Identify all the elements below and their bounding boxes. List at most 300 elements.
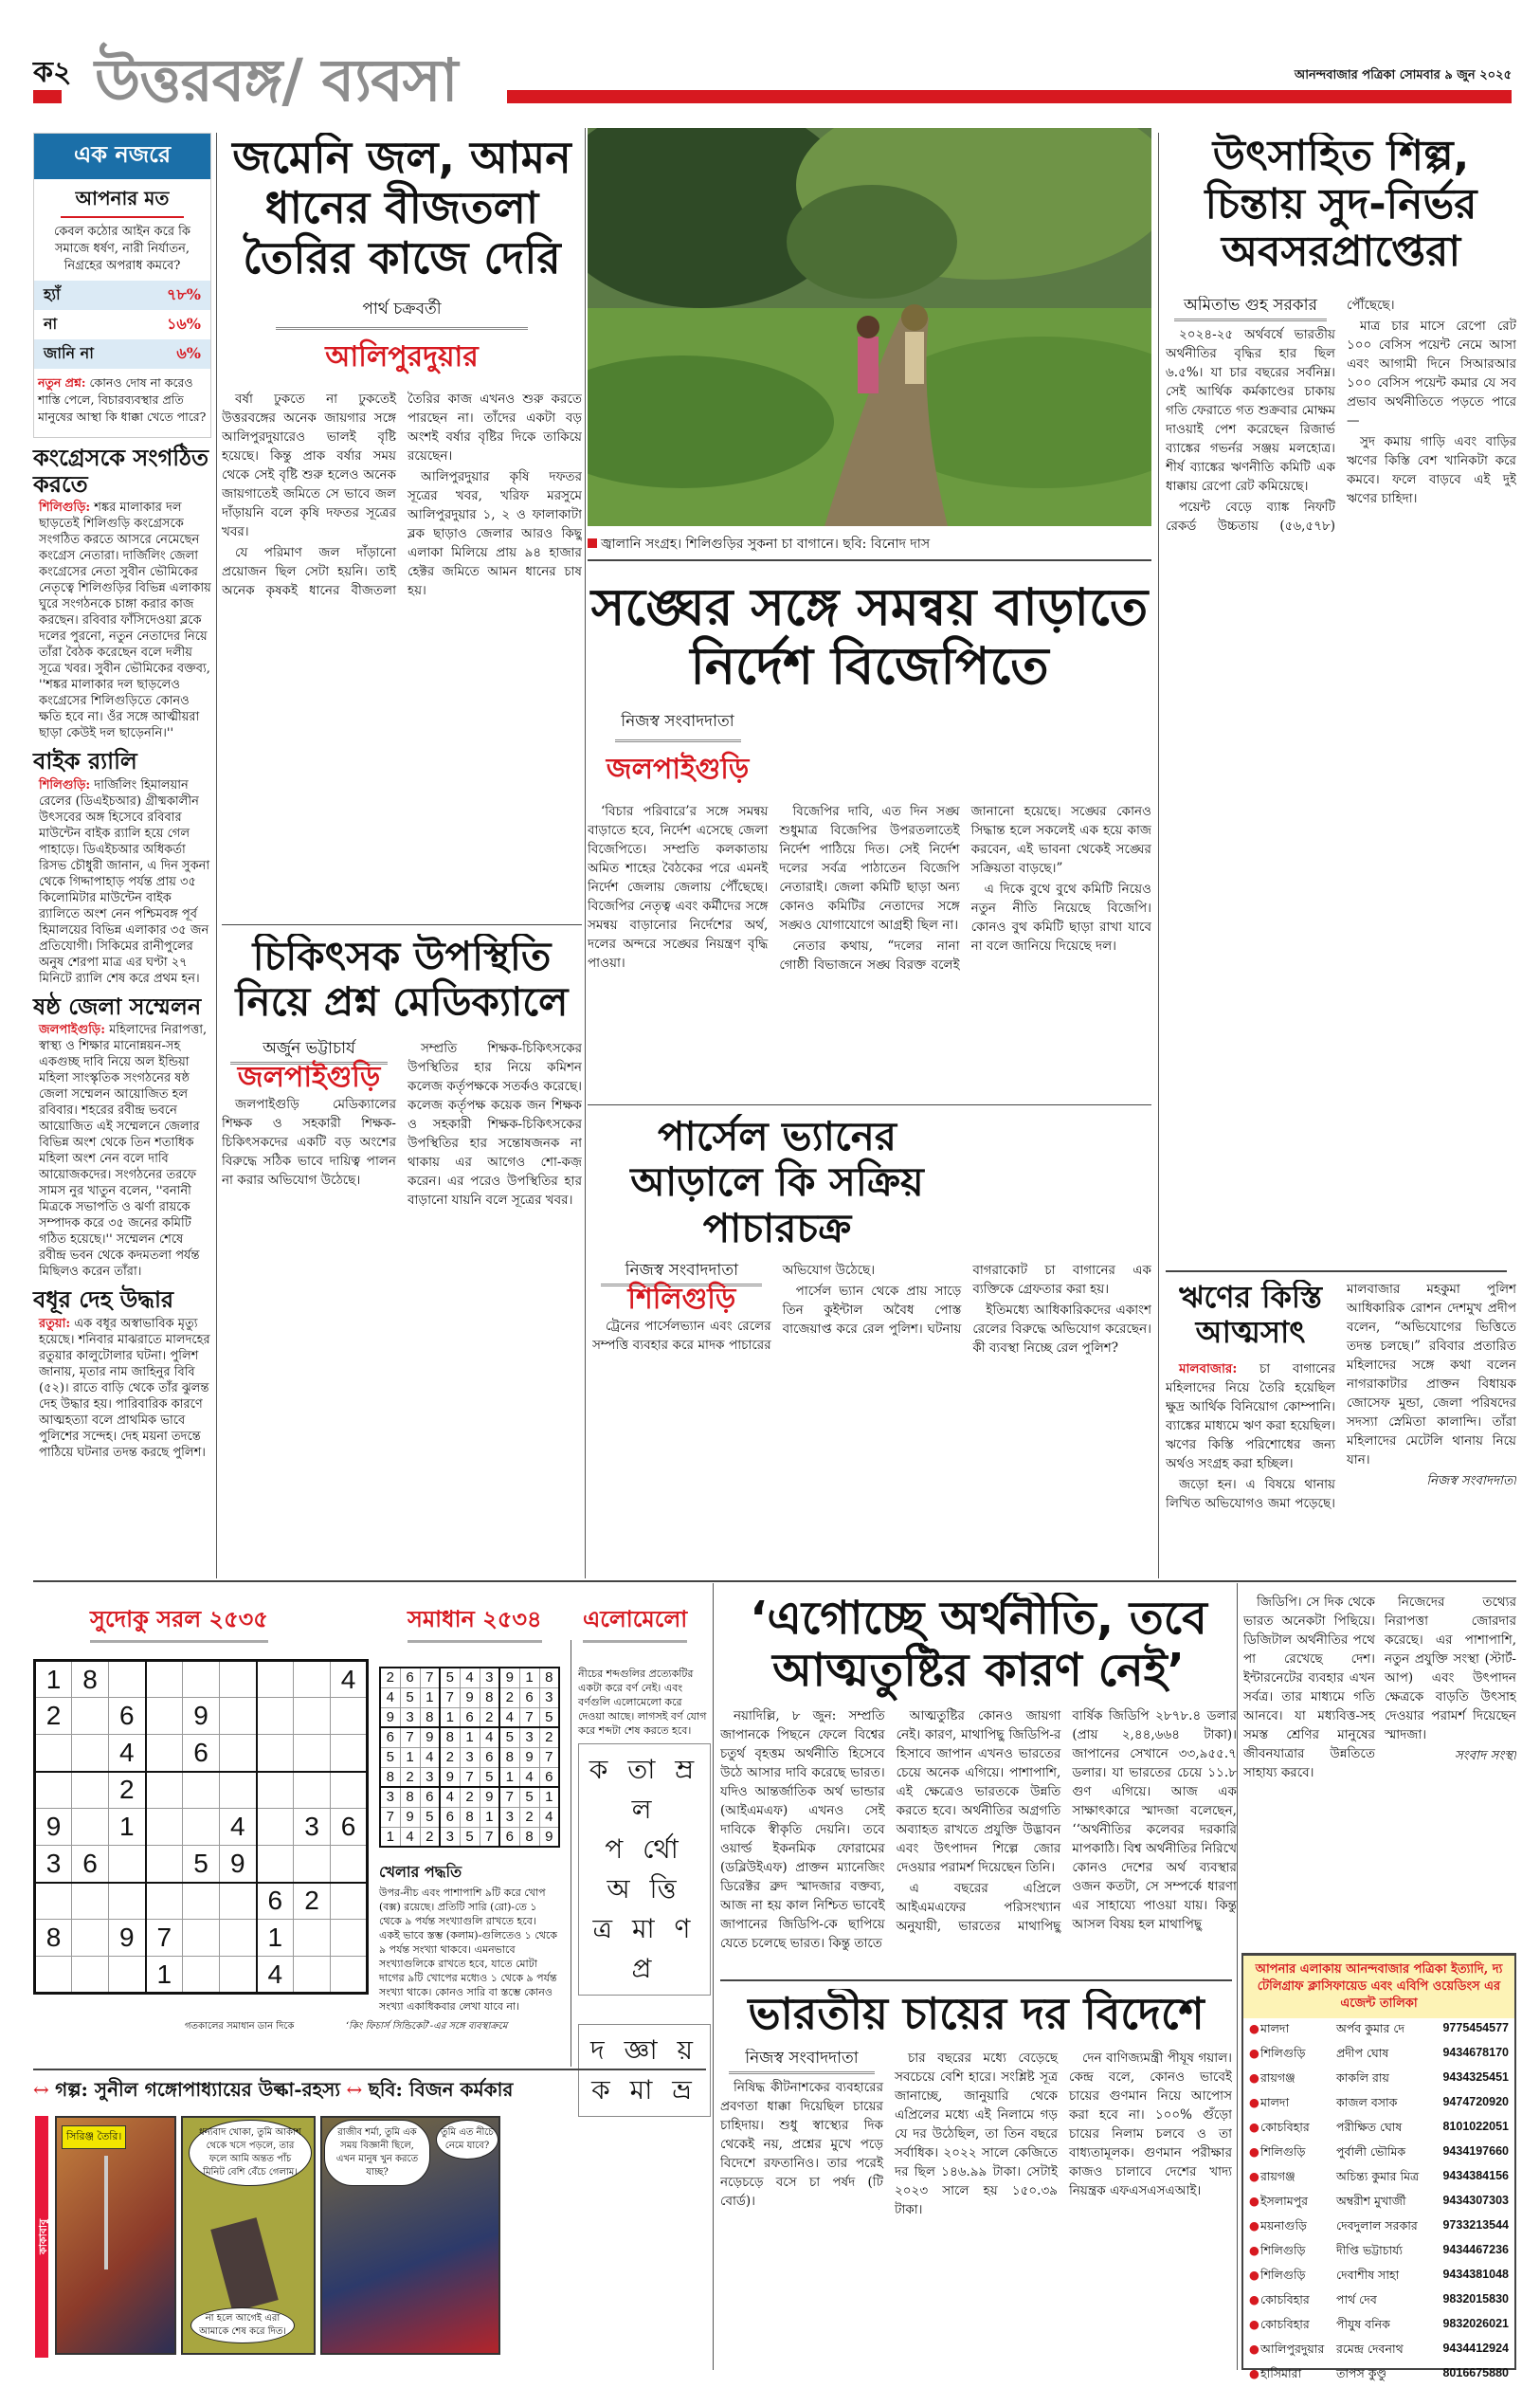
article-body bbox=[720, 2049, 1232, 2352]
agent-row bbox=[1243, 2166, 1514, 2191]
grid-cell: 4 bbox=[380, 1687, 400, 1707]
agent-name: কাজল বসাক bbox=[1336, 2095, 1398, 2109]
grid-row bbox=[380, 1807, 559, 1827]
headline: ঋণের কিস্তি আত্মসাৎ bbox=[1178, 1280, 1323, 1350]
grid-cell[interactable]: 3 bbox=[294, 1809, 331, 1846]
grid-cell[interactable] bbox=[183, 1920, 220, 1957]
comic-story: গল্প: সুনীল গঙ্গোপাধ্যায়ের উল্কা-রহস্য bbox=[55, 2078, 341, 2101]
brief-location: রতুয়া: bbox=[39, 1316, 71, 1331]
grid-row bbox=[35, 1920, 368, 1957]
agent-phone: 9434467236 bbox=[1442, 2243, 1509, 2256]
grid-cell: 9 bbox=[539, 1827, 559, 1847]
glance-title: এক নজরে bbox=[34, 134, 210, 179]
bullet-icon: ● bbox=[1249, 2070, 1259, 2085]
grid-cell[interactable]: 6 bbox=[109, 1698, 146, 1735]
grid-cell[interactable] bbox=[331, 1735, 368, 1772]
grid-cell[interactable]: 3 bbox=[35, 1846, 72, 1883]
grid-cell: 8 bbox=[400, 1787, 420, 1807]
grid-cell[interactable] bbox=[331, 1920, 368, 1957]
paragraph: ‘বিচার পরিবারে’র সঙ্গে সমন্বয় বাড়াতে হবে, নির্দেশ এসেছে জেলা বিজেপিতে। সম্প্রতি কলকাতায় অমিত শাহের বৈঠকের পরে এমনই নির্দেশ জেলায় জেলায় পৌঁছেছে। বিজেপির নেতৃত্ব এবং কর্মীদের সঙ্গে সমন্বয় বাড়ানোর নির্দেশের অর্থ, দলের অন্দরে সঙ্ঘের নিয়ন্ত্রণ বৃদ্ধি পাওয়া। bbox=[588, 804, 769, 972]
grid-cell: 2 bbox=[420, 1827, 440, 1847]
option-label: জানি না bbox=[44, 344, 94, 362]
syndicate-credit: ‘কিং ফিচার্স সিন্ডিকেট’-এর সঙ্গে ব্যবস্থাক্রমে bbox=[346, 2021, 508, 2032]
agent-phone: 9434197660 bbox=[1442, 2144, 1509, 2158]
grid-cell: 1 bbox=[480, 1807, 499, 1827]
paragraph: আত্মতুষ্টির কোনও জায়গা নেই। কারণ, মাথাপিছু জিডিপি-র হিসাবে জাপান এখনও ভারতের চেয়ে অনেক এগিয়ে। পাশাপাশি, এই ক্ষেত্রেও ভারতকে উন্নতি করতে হবে। অর্থনীতির অগ্রগতি অব্যাহত রাখতে প্রযুক্তি উদ্ভাবন এবং উৎপাদন শিল্পে জোর দেওয়ার পরামর্শ দিয়েছেন তিনি। bbox=[896, 1708, 1061, 1876]
bullet-icon: ● bbox=[1249, 2317, 1259, 2331]
article-body bbox=[592, 1261, 1151, 1569]
paragraph: চা বাগানের মহিলাদের নিয়ে তৈরি হয়েছিল ক্ষুদ্র আর্থিক বিনিয়োগ কোম্পানি। ব্যাঙ্কের মাধ্যমে ঋণ করা হয়েছিল। ঋণের কিস্তি পরিশোধের জন্য অর্থও সংগ্রহ করা হচ্ছিল। bbox=[1166, 1360, 1336, 1471]
brief-location: শিলিগুড়ি: bbox=[39, 501, 91, 516]
agent-row bbox=[1243, 2092, 1514, 2117]
agent-name: দেবদুলাল সরকার bbox=[1336, 2218, 1418, 2233]
agent-phone: 9474720920 bbox=[1442, 2095, 1509, 2108]
page-number: ক২ bbox=[33, 56, 72, 89]
option-label: হ্যাঁ bbox=[44, 285, 61, 303]
photo-caption bbox=[588, 533, 930, 556]
grid-row bbox=[380, 1787, 559, 1807]
grid-cell[interactable]: 4 bbox=[109, 1735, 146, 1772]
grid-row bbox=[380, 1668, 559, 1687]
grid-cell[interactable] bbox=[146, 1772, 183, 1809]
brief-text: এক বধূর অস্বাভাবিক মৃত্যু হয়েছে। শনিবার মাঝরাতে মালদহের রতুয়ার কালুটোলার ঘটনা। পুলিশ জানায়, মৃতার নাম জাহিনুর বিবি (৫২)। রাতে বাড়ি থেকে তাঁর ঝুলন্ত দেহ উদ্ধার হয়। পারিবারিক কারণে আত্মহত্যা বলে প্রাথমিক ভাবে পুলিশের সন্দেহ। দেহ ময়না তদন্তে পাঠিয়ে ঘটনার তদন্ত করছে পুলিশ। bbox=[39, 1316, 210, 1460]
grid-cell: 5 bbox=[400, 1687, 420, 1707]
grid-cell: 7 bbox=[380, 1807, 400, 1827]
grid-cell[interactable] bbox=[257, 1735, 294, 1772]
paragraph: সুদ কমায় গাড়ি এবং বাড়ির ঋণের কিস্তি বেশ খানিকটা করে কমবে। ফলে বাড়বে এই দুই ঋণের চাহিদা। bbox=[1347, 433, 1516, 506]
grid-cell: 3 bbox=[380, 1787, 400, 1807]
paragraph: নিজেদের তথ্যের নিরাপত্তা জোরদার করেছে। এর পাশাপাশি, নতুন প্রযুক্তি সংস্থা (স্টার্ট-আপ) এবং উৎপাদন ক্ষেত্রকে বাড়তি উৎসাহ দেওয়ার পরামর্শ দিয়েছেন স্মাদজা। bbox=[1385, 1595, 1516, 1742]
byline: নিজস্ব সংবাদদাতা bbox=[729, 2049, 876, 2074]
grid-cell: 2 bbox=[539, 1727, 559, 1747]
comic-panel-2 bbox=[181, 2116, 316, 2355]
grid-cell[interactable] bbox=[72, 1920, 109, 1957]
grid-cell[interactable] bbox=[146, 1698, 183, 1735]
grid-cell: 3 bbox=[400, 1707, 420, 1727]
grid-cell[interactable]: 9 bbox=[183, 1698, 220, 1735]
paragraph: মাত্র চার মাসে রেপো রেট ১০০ বেসিস পয়েন্ট নেমে আসা এবং আগামী দিনে সিআরআর ১০০ বেসিস পয়েন্ট কমার যে সব প্রভাব অর্থনীতিতে পড়তে পারে— bbox=[1347, 318, 1516, 428]
article-loan bbox=[1166, 1280, 1516, 1574]
agent-row bbox=[1243, 2191, 1514, 2215]
agent-list bbox=[1243, 2018, 1514, 2388]
grid-cell[interactable] bbox=[183, 1661, 220, 1698]
grid-cell[interactable]: 6 bbox=[183, 1735, 220, 1772]
grid-cell[interactable]: 9 bbox=[109, 1920, 146, 1957]
grid-cell[interactable] bbox=[220, 1957, 257, 1994]
grid-cell[interactable] bbox=[146, 1661, 183, 1698]
paragraph: যে পরিমাণ জল দাঁড়ানো প্রয়োজন ছিল সেটা হয়নি। তাই অনেক কৃষকই ধানের বীজতলা তৈরির কাজ এখনও শুরু করতে পারছেন না। তাঁদের একটা বড় অংশই বর্ষার বৃষ্টির দিকে তাকিয়ে রয়েছেন। bbox=[222, 391, 582, 598]
paragraph: ইতিমধ্যে আধিকারিকদের একাংশ রেলের বিরুদ্ধে অভিযোগ করেছেন। কী ব্যবস্থা নিচ্ছে রেল পুলিশ? bbox=[972, 1302, 1151, 1356]
grid-cell: 6 bbox=[400, 1668, 420, 1687]
agent-area: শিলিগুড়ি bbox=[1260, 2243, 1306, 2257]
headline: ‘এগোচ্ছে অর্থনীতি, তবে আত্মতুষ্টির কারণ নেই’ bbox=[750, 1593, 1207, 1698]
agent-row bbox=[1243, 2142, 1514, 2166]
option-label: না bbox=[44, 315, 58, 333]
agent-area: শিলিগুড়ি bbox=[1260, 2144, 1306, 2159]
grid-cell[interactable]: 1 bbox=[146, 1957, 183, 1994]
grid-cell: 6 bbox=[539, 1767, 559, 1787]
grid-cell[interactable] bbox=[183, 1883, 220, 1920]
agent-area: ইসলামপুর bbox=[1260, 2194, 1309, 2208]
agent-area: মালদা bbox=[1260, 2021, 1290, 2035]
paragraph: চার বছরের মধ্যে বেড়েছে সবচেয়ে বেশি হারে। সংশ্লিষ্ট সূত্র জানাচ্ছে, জানুয়ারি থেকে এপ্রিলের মধ্যে এই নিলামে গড় যে দর উঠেছিল, তা তিন বছরে সর্বাধিক। ২০২২ সালে কেজিতে দর ছিল ১৪৬.৯৯ টাকা। সেটাই ২০২৩ সালে হয় ১৫০.৩৯ টাকা। bbox=[895, 2050, 1058, 2217]
paragraph: জলপাইগুড়ি মেডিক্যালের শিক্ষক ও সহকারী শিক্ষক-চিকিৎসকদের একটি বড় অংশের বিরুদ্ধে সঠিক ভাবে দায়িত্ব পালন না করার অভিযোগ উঠেছে। bbox=[222, 1096, 396, 1188]
grid-cell[interactable]: 2 bbox=[109, 1772, 146, 1809]
grid-cell[interactable]: 8 bbox=[35, 1920, 72, 1957]
grid-cell: 9 bbox=[499, 1668, 519, 1687]
grid-cell[interactable]: 2 bbox=[294, 1883, 331, 1920]
grid-cell[interactable]: 1 bbox=[109, 1809, 146, 1846]
grid-cell: 4 bbox=[400, 1827, 420, 1847]
brief-headline: বধূর দেহ উদ্ধার bbox=[33, 1286, 174, 1314]
agent-name: কাকলি রায় bbox=[1336, 2070, 1389, 2085]
bullet-icon: ● bbox=[1249, 2243, 1259, 2257]
credit: নিজস্ব সংবাদদাতা bbox=[1426, 1473, 1516, 1488]
grid-row bbox=[35, 1957, 368, 1994]
grid-cell: 9 bbox=[460, 1687, 480, 1707]
grid-cell[interactable] bbox=[109, 1661, 146, 1698]
paragraph: নেতার কথায়, “দলের নানা গোষ্ঠী বিভাজনে সঙ্ঘ বিরক্ত বলেই জানানো হয়েছে। সঙ্ঘের কোনও সিদ্ধান্ত হলে সকলেই এক হয়ে কাজ করবেন, এই ভাবনা থেকেই সঙ্ঘের সক্রিয়তা বাড়ছে।” bbox=[779, 804, 1151, 974]
grid-cell[interactable]: 5 bbox=[183, 1846, 220, 1883]
grid-cell: 5 bbox=[480, 1767, 499, 1787]
rules-box bbox=[379, 1860, 559, 2014]
agent-list-ad bbox=[1241, 1953, 1516, 2380]
grid-cell[interactable] bbox=[146, 1883, 183, 1920]
grid-cell: 5 bbox=[380, 1747, 400, 1767]
agent-area: হাসিমারা bbox=[1260, 2366, 1302, 2380]
article-body bbox=[222, 390, 582, 924]
left-column bbox=[33, 133, 211, 1461]
grid-cell: 5 bbox=[460, 1827, 480, 1847]
grid-cell: 7 bbox=[460, 1767, 480, 1787]
byline: নিজস্ব সংবাদদাতা bbox=[601, 1261, 762, 1286]
grid-cell: 1 bbox=[420, 1687, 440, 1707]
grid-cell: 1 bbox=[539, 1787, 559, 1807]
article-body bbox=[222, 1039, 582, 1532]
paragraph: পয়েন্ট বেড়ে ব্যাঙ্ক নিফটি রেকর্ড উচ্চতায় (৫৬,৫৭৮) পৌঁছেছে। bbox=[1166, 297, 1395, 534]
grid-cell[interactable] bbox=[294, 1698, 331, 1735]
bullet-icon: ● bbox=[1249, 2169, 1259, 2183]
agent-row bbox=[1243, 2117, 1514, 2142]
grid-cell[interactable] bbox=[331, 1846, 368, 1883]
grid-cell[interactable] bbox=[220, 1698, 257, 1735]
grid-row bbox=[35, 1698, 368, 1735]
agent-name: রমেন্দ্র দেবনাথ bbox=[1336, 2342, 1404, 2356]
arrow-icon: ↔ bbox=[33, 2078, 49, 2101]
grid-cell[interactable] bbox=[35, 1735, 72, 1772]
grid-cell: 2 bbox=[380, 1668, 400, 1687]
section-rule bbox=[588, 559, 1151, 561]
column-rule bbox=[216, 133, 217, 1578]
grid-cell[interactable] bbox=[72, 1883, 109, 1920]
headline: উৎসাহিত শিল্প, চিন্তায় সুদ-নির্ভর অবসরপ্রাপ্তেরা bbox=[1205, 133, 1477, 277]
bullet-icon: ● bbox=[1249, 2046, 1259, 2060]
grid-cell[interactable] bbox=[72, 1957, 109, 1994]
grid-cell: 2 bbox=[400, 1767, 420, 1787]
caption-text: জ্বালানি সংগ্রহ। শিলিগুড়ির সুকনা চা বাগানে। ছবি: বিনোদ দাস bbox=[601, 537, 931, 552]
jumble-title: এলোমেলো bbox=[583, 1602, 687, 1643]
brief-location: জলপাইগুড়ি: bbox=[39, 1023, 106, 1038]
bullet-icon: ● bbox=[1249, 2120, 1259, 2134]
article-economy-continued bbox=[1243, 1593, 1516, 1939]
agent-phone: 9733213544 bbox=[1442, 2218, 1509, 2232]
grid-cell[interactable]: 9 bbox=[35, 1809, 72, 1846]
grid-row bbox=[380, 1747, 559, 1767]
agent-phone: 8016675880 bbox=[1442, 2366, 1509, 2379]
agent-name: পুর্বালী ভৌমিক bbox=[1336, 2144, 1406, 2159]
grid-cell[interactable] bbox=[257, 1698, 294, 1735]
grid-cell[interactable] bbox=[109, 1883, 146, 1920]
grid-cell[interactable] bbox=[35, 1883, 72, 1920]
grid-cell[interactable]: 4 bbox=[331, 1661, 368, 1698]
grid-cell[interactable] bbox=[72, 1698, 109, 1735]
paragraph: দেন বাণিজ্যমন্ত্রী পীযূষ গয়াল। কেন্দ্র বলে, কোনও ভাবেই চায়ের গুণমান নিয়ে আপোস করা হবে না। ১০০% গুঁড়ো চায়ের নিলাম চলবে ও তা বাধ্যতামূলক। গুণমান পরীক্ষার কাজও চালাবে দেশের খাদ্য নিয়ন্ত্রক এফএসএসএআই। bbox=[1069, 2050, 1232, 2198]
grid-cell[interactable] bbox=[257, 1661, 294, 1698]
grid-cell: 2 bbox=[480, 1707, 499, 1727]
grid-cell[interactable] bbox=[331, 1957, 368, 1994]
grid-cell[interactable] bbox=[294, 1772, 331, 1809]
paragraph: সম্প্রতি শিক্ষক-চিকিৎসকের উপস্থিতির হার নিয়ে কমিশন কলেজ কর্তৃপক্ষকে সতর্কও করেছে। কলেজ কর্তৃপক্ষ কয়েক জন শিক্ষক ও সহকারী শিক্ষক-চিকিৎসকের উপস্থিতির হার সন্তোষজনক না থাকায় এর আগেও শো-কজ় করেন। এর পরেও উপস্থিতির হার বাড়ানো যায়নি বলে সূত্রের খবর। bbox=[408, 1040, 582, 1208]
header-rule bbox=[507, 90, 1512, 103]
article-body bbox=[1166, 1280, 1516, 1569]
option-value: ১৬% bbox=[167, 315, 201, 333]
grid-row bbox=[380, 1767, 559, 1787]
grid-cell: 6 bbox=[519, 1687, 539, 1707]
grid-cell[interactable]: 4 bbox=[257, 1957, 294, 1994]
solution-title: সমাধান ২৫৩৪ bbox=[408, 1602, 542, 1643]
grid-cell[interactable]: 1 bbox=[257, 1920, 294, 1957]
agent-name: পরীক্ষিত ঘোষ bbox=[1336, 2120, 1403, 2134]
grid-cell[interactable] bbox=[257, 1809, 294, 1846]
grid-cell[interactable] bbox=[294, 1846, 331, 1883]
paragraph: বর্ষা ঢুকতে না ঢুকতেই উত্তরবঙ্গের অনেক জায়গার সঙ্গে আলিপুরদুয়ারেও ভালই বৃষ্টি হয়েছে। কিন্তু প্রাক বর্ষার সময় থেকে সেই বৃষ্টি শুরু হলেও অনেক জায়গাতেই জমিতে সে ভাবে জল দাঁড়ায়নি বলে কৃষি দফতর সূত্রের খবর। bbox=[222, 391, 396, 539]
speech-bubble: রাজীব শর্মা, তুমি এক সময় বিজ্ঞানী ছিলে, এখন মানুষ খুন করতে যাচ্ছ? bbox=[324, 2120, 430, 2186]
grid-cell: 1 bbox=[400, 1747, 420, 1767]
grid-cell[interactable] bbox=[331, 1883, 368, 1920]
agent-area: শিলিগুড়ি bbox=[1260, 2046, 1306, 2060]
grid-cell: 2 bbox=[499, 1687, 519, 1707]
bullet-icon: ● bbox=[1249, 2194, 1259, 2208]
grid-cell[interactable] bbox=[294, 1920, 331, 1957]
section-rule bbox=[33, 2069, 706, 2070]
speech-bubble: না হলে আগেই এরা আমাকে শেষ করে দিত। bbox=[190, 2307, 295, 2343]
byline: অর্জুন ভট্টাচার্য bbox=[230, 1039, 388, 1065]
grid-cell: 8 bbox=[519, 1827, 539, 1847]
grid-cell[interactable] bbox=[220, 1920, 257, 1957]
grid-cell: 2 bbox=[460, 1787, 480, 1807]
grid-cell: 9 bbox=[519, 1747, 539, 1767]
grid-cell: 8 bbox=[440, 1727, 460, 1747]
grid-cell[interactable] bbox=[220, 1772, 257, 1809]
grid-cell: 3 bbox=[460, 1747, 480, 1767]
grid-cell[interactable]: 9 bbox=[220, 1846, 257, 1883]
agent-phone: 9434678170 bbox=[1442, 2046, 1509, 2059]
agent-name: দেবাশীষ সাহা bbox=[1336, 2268, 1400, 2282]
grid-cell[interactable] bbox=[331, 1698, 368, 1735]
new-question bbox=[34, 369, 210, 431]
agent-name: তাপস কুণ্ডু bbox=[1336, 2366, 1387, 2380]
brief-headline: ষষ্ঠ জেলা সম্মেলন bbox=[33, 993, 202, 1020]
poll-title: আপনার মত bbox=[61, 185, 184, 218]
agent-phone: 9832026021 bbox=[1442, 2317, 1509, 2330]
grid-cell[interactable]: 6 bbox=[72, 1846, 109, 1883]
grid-cell[interactable] bbox=[294, 1735, 331, 1772]
grid-cell[interactable] bbox=[294, 1957, 331, 1994]
grid-cell: 1 bbox=[460, 1727, 480, 1747]
grid-cell: 3 bbox=[519, 1727, 539, 1747]
agent-row bbox=[1243, 2265, 1514, 2289]
sudoku-title: সুদোকু সরল ২৫৩৫ bbox=[90, 1602, 268, 1643]
speech-bubble: ধন্যবাদ খোকা, তুমি আকাশ থেকে খসে পড়লে, তার ফলে আমি অন্তত পাঁচ মিনিট বেশি বেঁচে গেলাম। bbox=[189, 2120, 312, 2186]
grid-cell: 7 bbox=[480, 1827, 499, 1847]
grid-cell: 4 bbox=[539, 1807, 559, 1827]
grid-cell: 2 bbox=[519, 1807, 539, 1827]
new-question-label: নতুন প্রশ্ন: bbox=[38, 375, 86, 390]
grid-cell[interactable] bbox=[257, 1846, 294, 1883]
section-rule bbox=[222, 924, 582, 925]
grid-cell[interactable]: 8 bbox=[72, 1661, 109, 1698]
grid-cell[interactable] bbox=[220, 1735, 257, 1772]
rules-title: খেলার পদ্ধতি bbox=[379, 1863, 462, 1881]
sudoku-footer: গতকালের সমাধান ডান দিকে bbox=[185, 2021, 295, 2032]
grid-cell: 2 bbox=[440, 1747, 460, 1767]
grid-cell: 3 bbox=[539, 1687, 559, 1707]
article-medical bbox=[222, 934, 582, 1569]
bullet-icon: ● bbox=[1249, 2268, 1259, 2282]
grid-cell: 6 bbox=[480, 1747, 499, 1767]
grid-row bbox=[380, 1687, 559, 1707]
bullet-icon: ● bbox=[1249, 2021, 1259, 2035]
headline: পার্সেল ভ্যানের আড়ালে কি সক্রিয় পাচারচক্র bbox=[630, 1114, 924, 1251]
article-economy bbox=[720, 1593, 1237, 1977]
grid-cell: 7 bbox=[539, 1747, 559, 1767]
solution-grid bbox=[379, 1667, 560, 1848]
paragraph: এ বছরের এপ্রিলে আইএমএফের পরিসংখ্যান অনুযায়ী, ভারতের মাথাপিছু বার্ষিক জিডিপি ২৮৭৮.৪ ডলার (প্রায় ২,৪৪,৬৬৪ টাকা)। জাপানের সেখানে ৩৩,৯৫৫.৭ ডলার। যা ভারতের চেয়ে ১১.৮ গুণ এগিয়ে। আজ এক সাক্ষাৎকারে স্মাদজা বলেছেন, ‘‘অর্থনীতির কলেবর দরকারি মাপকাঠি। বিশ্ব অর্থনীতির নিরিখে কোনও দেশের অর্থ ব্যবস্থার ওজন কতটা, সে সম্পর্কে ধারণা এর সাহায্যে পাওয়া যায়। কিন্তু আসল বিষয় হল মাথাপিছু bbox=[896, 1708, 1237, 1935]
grid-cell[interactable] bbox=[146, 1846, 183, 1883]
agent-phone: 9832015830 bbox=[1442, 2292, 1509, 2306]
paragraph: নিষিদ্ধ কীটনাশকের ব্যবহারের প্রবণতা ধাক্কা দিয়েছিল চায়ের চাহিদায়। শুধু স্বাস্থ্যের দিক থেকেই নয়, প্রশ্নের মুখে পড়ে বিদেশে রফতানিও। তার পরেই নড়েচড়ে বসে চা পর্ষদ (টি বোর্ড)। bbox=[720, 2079, 883, 2209]
grid-cell: 6 bbox=[460, 1707, 480, 1727]
agent-area: কোচবিহার bbox=[1260, 2292, 1310, 2306]
grid-cell[interactable] bbox=[35, 1957, 72, 1994]
grid-cell: 5 bbox=[499, 1727, 519, 1747]
grid-cell[interactable] bbox=[331, 1772, 368, 1809]
grid-cell: 6 bbox=[440, 1807, 460, 1827]
grid-cell: 7 bbox=[440, 1687, 460, 1707]
grid-cell[interactable] bbox=[183, 1809, 220, 1846]
grid-cell[interactable]: 6 bbox=[257, 1883, 294, 1920]
agent-name: অর্পব কুমার দে bbox=[1336, 2021, 1405, 2035]
grid-cell[interactable] bbox=[109, 1957, 146, 1994]
grid-cell[interactable] bbox=[257, 1772, 294, 1809]
jumble-instructions: নীচের শব্দগুলির প্রত্যেকটির একটা করে বর্ণ নেই। এবং বর্ণগুলি এলোমেলো করে দেওয়া আছে। লাগসই বর্ণ যোগ করে শব্দটা শেষ করতে হবে। bbox=[578, 1668, 707, 1737]
grid-cell[interactable] bbox=[35, 1772, 72, 1809]
article-interest-rate bbox=[1166, 133, 1516, 1256]
headline: সঙ্ঘের সঙ্গে সমন্বয় বাড়াতে নির্দেশ বিজেপিতে bbox=[590, 578, 1149, 697]
grid-row bbox=[35, 1883, 368, 1920]
brief-news bbox=[33, 446, 211, 1461]
grid-cell: 1 bbox=[499, 1767, 519, 1787]
grid-row bbox=[380, 1707, 559, 1727]
agent-name: পার্থ দেব bbox=[1336, 2292, 1377, 2306]
grid-cell[interactable] bbox=[146, 1809, 183, 1846]
grid-cell: 5 bbox=[539, 1707, 559, 1727]
article-body bbox=[588, 802, 1151, 1100]
grid-row bbox=[35, 1661, 368, 1698]
grid-cell[interactable] bbox=[183, 1772, 220, 1809]
agent-area: শিলিগুড়ি bbox=[1260, 2268, 1306, 2282]
bullet-icon: ● bbox=[1249, 2292, 1259, 2306]
section-title: উত্তরবঙ্গ/ ব্যবসা bbox=[95, 46, 458, 115]
dateline-place: জলপাইগুড়ি bbox=[606, 753, 750, 787]
paragraph: ট্রেনের পার্সেলভ্যান এবং রেলের সম্পত্তি ব্যবহার করে মাদক পাচারের অভিযোগ উঠেছে। bbox=[592, 1262, 876, 1353]
dateline: আনন্দবাজার পত্রিকা সোমবার ৯ জুন ২০২৫ bbox=[1294, 68, 1512, 82]
caption-marker-icon bbox=[588, 538, 597, 548]
grid-cell[interactable]: 4 bbox=[220, 1809, 257, 1846]
grid-cell[interactable] bbox=[183, 1957, 220, 1994]
grid-cell[interactable] bbox=[72, 1809, 109, 1846]
grid-cell: 3 bbox=[480, 1668, 499, 1687]
paragraph: পার্সেল ভ্যান থেকে প্রায় সাড়ে তিন কুইন্টাল অবৈধ পোস্ত বাজেয়াপ্ত করে রেল পুলিশ। ঘটনায় বাগরাকোট চা বাগানের এক ব্যক্তিকে গ্রেফতার করা হয়। bbox=[782, 1262, 1151, 1337]
grid-cell[interactable] bbox=[220, 1661, 257, 1698]
poll-option bbox=[34, 310, 210, 339]
article-paddy bbox=[222, 133, 582, 924]
comic-series-label: কাকাবাবু bbox=[35, 2116, 48, 2358]
grid-cell: 9 bbox=[420, 1727, 440, 1747]
agent-row bbox=[1243, 2215, 1514, 2240]
grid-cell: 6 bbox=[380, 1727, 400, 1747]
agent-area: মালদা bbox=[1260, 2095, 1290, 2109]
tea-garden-photo bbox=[588, 128, 1151, 526]
article-body bbox=[720, 1706, 1237, 1962]
grid-cell[interactable]: 6 bbox=[331, 1809, 368, 1846]
agent-area: কোচবিহার bbox=[1260, 2120, 1310, 2134]
grid-cell[interactable] bbox=[72, 1735, 109, 1772]
grid-cell[interactable] bbox=[220, 1883, 257, 1920]
agent-phone: 9775454577 bbox=[1442, 2021, 1509, 2034]
grid-cell[interactable] bbox=[109, 1846, 146, 1883]
ad-title: আপনার এলাকায় আনন্দবাজার পত্রিকা ইত্যাদি, দ্য টেলিগ্রাফ ক্লাসিফায়েড এবং এবিপি ওয়েডিংস এর এজেন্ট তালিকা bbox=[1243, 1956, 1514, 2018]
grid-cell: 1 bbox=[519, 1668, 539, 1687]
column-rule bbox=[1237, 1583, 1238, 2370]
grid-cell[interactable]: 1 bbox=[35, 1661, 72, 1698]
section-rule bbox=[1166, 1270, 1507, 1272]
bullet-icon: ● bbox=[1249, 2366, 1259, 2380]
bullet-icon: ● bbox=[1249, 2218, 1259, 2233]
grid-cell[interactable] bbox=[72, 1772, 109, 1809]
grid-cell: 4 bbox=[420, 1747, 440, 1767]
poll-option bbox=[34, 281, 210, 310]
caption-box: সিরিঞ্জ তৈরি। bbox=[62, 2125, 126, 2149]
agent-phone: 9434325451 bbox=[1442, 2070, 1509, 2084]
grid-cell: 9 bbox=[440, 1767, 460, 1787]
grid-cell[interactable]: 7 bbox=[146, 1920, 183, 1957]
grid-cell: 8 bbox=[539, 1668, 559, 1687]
agent-area: রায়গঞ্জ bbox=[1260, 2070, 1295, 2085]
jumble-box bbox=[578, 1667, 711, 2117]
grid-cell: 8 bbox=[420, 1707, 440, 1727]
agent-name: অম্বরীশ মুখার্জী bbox=[1336, 2194, 1406, 2208]
agent-phone: 9434307303 bbox=[1442, 2194, 1509, 2207]
grid-cell: 1 bbox=[380, 1827, 400, 1847]
agent-phone: 9434412924 bbox=[1442, 2342, 1509, 2355]
grid-cell[interactable]: 2 bbox=[35, 1698, 72, 1735]
agent-phone: 9434381048 bbox=[1442, 2268, 1509, 2281]
grid-cell[interactable] bbox=[146, 1735, 183, 1772]
header-rule bbox=[33, 90, 62, 103]
grid-cell: 8 bbox=[380, 1767, 400, 1787]
grid-cell[interactable] bbox=[294, 1661, 331, 1698]
